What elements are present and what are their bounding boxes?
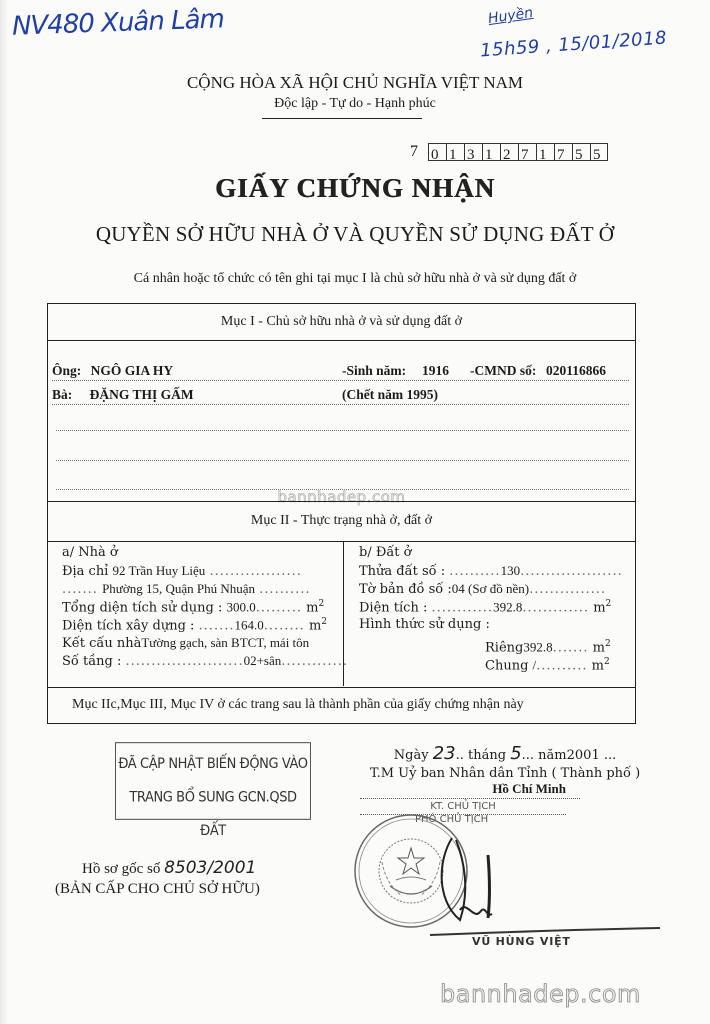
address-label: Địa chỉ [62,564,109,579]
nation-heading: CỘNG HÒA XÃ HỘI CHỦ NGHĨA VIỆT NAM [186,73,524,92]
house-details [48,542,348,686]
signer-title-1: KT. CHỦ TỊCH [360,798,566,815]
day-value: 23 [432,743,456,764]
handwritten-note-staff: NV480 Xuân Lâm [11,4,225,42]
handwritten-received-datetime: 15h59 , 15/01/2018 [479,27,668,62]
shared-value: / [532,657,537,673]
land-area-value: 392.8 [493,599,523,615]
serial-digit: 1 [536,143,554,161]
owner-birth-label: -Sinh năm: [342,363,407,378]
certificate-title: GIẤY CHỨNG NHẬN [215,173,495,203]
owner-prefix: Bà: [52,387,73,402]
map-sheet-value: 04 (Sơ đồ nền) [451,581,530,596]
land-private-area: Riêng392.8....... $m^2$ [485,639,611,656]
structure-value: Tường gạch, sàn BTCT, mái tôn [141,635,310,650]
dossier-value: 8503/2001 [164,858,257,878]
signature-icon [430,830,660,940]
serial-digit: 2 [500,143,518,161]
map-sheet-label: Tờ bản đồ số : [359,582,452,597]
house-structure [62,635,309,651]
house-total-area: Tổng diện tích sử dụng : 300.0......... $m^2$ [62,599,325,616]
issuing-city: Hồ Chí Minh [360,780,580,799]
owner-id-label: -CMND số: [470,363,537,378]
serial-digit: 1 [446,143,464,161]
unit: m [592,640,605,656]
update-stamp [115,742,311,840]
blank-line [56,460,629,461]
serial-digit: 7 [554,143,572,161]
unit: m [593,600,606,616]
land-map-sheet: Tờ bản đồ số :04 (Sơ đồ nền)............... [359,581,607,597]
serial-digit: 5 [572,143,590,161]
serial-digit: 7 [518,143,536,161]
serial-number [410,143,608,161]
house-label: a/ Nhà ở [62,545,118,560]
unit: m [308,618,322,634]
serial-prefix: 7 [410,143,418,160]
year-value: 2001 [566,748,600,763]
handwritten-signature-receiver: Huyền [487,4,535,28]
land-label: b/ Đất ở [359,545,412,560]
issuance-date: Ngày 23.. tháng 5... năm2001 ... [393,743,617,764]
dossier-label: Hồ sơ gốc số [82,861,161,877]
owner-row-2 [52,384,629,405]
owner-row-1 [52,360,629,381]
update-stamp-line2: TRANG BỔ SUNG GCN.QSD ĐẤT [129,789,297,840]
total-area-value: 300.0 [226,599,256,615]
house-build-area: Diện tích xây dựng : .......164.0........ $m^2$ [62,617,327,634]
land-shared-area: Chung /.......... $m^2$ [485,657,610,674]
structure-label: Kết cấu nhà [62,636,142,651]
section2-heading: Mục II - Thực trạng nhà ở, đất ở [48,501,635,542]
month-value: 5 [510,743,522,764]
watermark-text: bannhadep.com [277,488,406,506]
scan-edge-shadow [0,0,8,1024]
house-address: Địa chỉ 92 Trần Huy Liệu .................. [62,563,302,579]
blank-line [56,430,629,431]
house-floors: Số tầng : .......................02+sân............. [62,653,348,669]
address-value-ward: Phường 15, Quận Phú Nhuận [102,581,256,596]
motto: Độc lập - Tự do - Hạnh phúc [274,96,436,111]
serial-digit: 1 [482,143,500,161]
owner-prefix: Ông: [52,363,82,378]
plot-label: Thửa đất số : [359,564,446,579]
issuing-authority: T.M Uỷ ban Nhân dân Tỉnh ( Thành phố ) [369,766,641,781]
serial-digit: 5 [590,143,608,161]
land-usage-label: Hình thức sử dụng : [359,617,490,632]
house-address-line2: ....... Phường 15, Quận Phú Nhuận .......... [62,581,311,597]
update-stamp-line1: ĐÃ CẬP NHẬT BIẾN ĐỘNG VÀO [118,756,308,773]
owner-id-number: 020116866 [546,363,607,378]
floors-label: Số tầng : [62,654,122,669]
copy-note: (BẢN CẤP CHO CHỦ SỞ HỮU) [55,881,260,897]
footer-note: Mục IIc,Mục III, Mục IV ở các trang sau là thành phần của giấy chứng nhận này [48,687,635,724]
month-label: tháng [468,748,507,763]
unit: m [306,600,319,616]
dossier-number [82,858,256,878]
motto-underline [262,118,422,119]
unit: m [591,658,604,674]
certificate-subtitle: QUYỀN SỞ HỮU NHÀ Ở VÀ QUYỀN SỬ DỤNG ĐẤT Ở [95,222,615,246]
serial-digit: 0 [428,143,446,161]
owner-name: NGÔ GIA HY [90,363,174,378]
address-value: 92 Trần Huy Liệu [112,563,206,578]
land-details [345,542,635,686]
owner-name: ĐẶNG THỊ GẤM [89,387,194,402]
land-area: Diện tích : ............392.8............. $m^2$ [359,599,612,616]
certificate-table [47,303,636,724]
owner-death-note: (Chết năm 1995) [342,387,438,402]
land-area-label: Diện tích : [359,600,428,616]
owner-birth-year: 1916 [422,363,449,378]
signer-name: VŨ HÙNG VIỆT [472,935,571,948]
certificate-intro: Cá nhân hoặc tổ chức có tên ghi tại mục I là chủ sở hữu nhà ở và sử dụng đất ở [133,271,577,286]
serial-digit: 3 [464,143,482,161]
land-plot: Thửa đất số : ..........130.................... [359,563,623,579]
build-area-value: 164.0 [234,617,264,633]
signer-title-2: PHÓ CHỦ TỊCH [415,814,489,825]
floors-value: 02+sân [243,653,282,668]
private-value: 392.8 [523,639,553,655]
section1-heading: Mục I - Chủ sở hữu nhà ở và sử dụng đất ở [48,304,635,341]
year-label: năm [538,748,567,763]
total-area-label: Tổng diện tích sử dụng : [62,600,223,616]
shared-label: Chung [485,658,529,674]
day-label: Ngày [393,748,429,763]
watermark-bottom: bannhadep.com [440,980,641,1008]
plot-value: 130 [500,563,521,578]
private-label: Riêng [485,640,524,656]
build-area-label: Diện tích xây dựng : [62,618,195,634]
